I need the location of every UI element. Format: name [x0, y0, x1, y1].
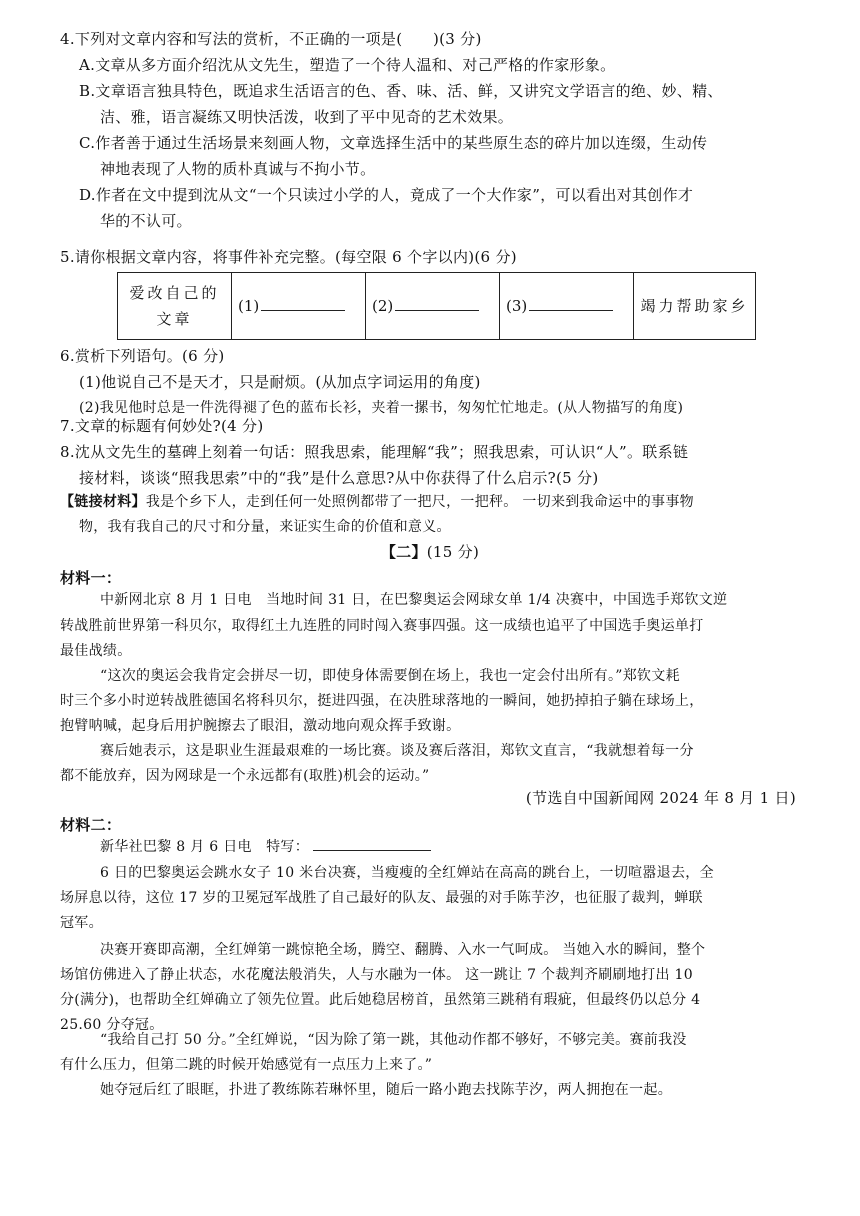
blank-3-line	[529, 294, 613, 311]
q4-option-d-line1: D.作者在文中提到沈从文“一个只读过小学的人，竟成了一个大作家”，可以看出对其创作才	[79, 186, 694, 204]
material-two-p2-line3: 分(满分)，也帮助全红婵确立了领先位置。此后她稳居榜首，虽然第三跳稍有瑕疵，但最终仍以总分 4	[60, 992, 701, 1008]
q4-stem: 4.下列对文章内容和写法的赏析，不正确的一项是( )(3 分)	[60, 30, 482, 48]
link-material-line2: 物，我有我自己的尺寸和分量，来证实生命的价值和意义。	[79, 519, 451, 535]
blank-3-label: (3)	[506, 297, 528, 315]
q4-option-b-line1: B.文章语言独具特色，既追求生活语言的色、香、味、活、鲜，又讲究文学语言的绝、妙、精、	[79, 82, 723, 100]
section-two-score: (15 分)	[426, 543, 480, 561]
event-first-cell: 爱改自己的文章	[118, 273, 232, 340]
material-two-p3-line2: 有什么压力，但第二跳的时候开始感觉有一点压力上来了。”	[60, 1057, 433, 1073]
q6-sentence-1: (1)他说自己不是天才，只是耐烦。(从加点字词运用的角度)	[79, 373, 481, 391]
q4-option-c-line2: 神地表现了人物的质朴真诚与不拘小节。	[100, 160, 376, 178]
material-one-p1-line3: 最佳战绩。	[60, 643, 132, 659]
material-two-p2-line1: 决赛开赛即高潮，全红婵第一跳惊艳全场，腾空、翻腾、入水一气呵成。 当她入水的瞬间，整个	[100, 942, 706, 958]
q8-line2: 接材料，谈谈“照我思索”中的“我”是什么意思?从中你获得了什么启示?(5 分)	[79, 469, 599, 487]
q8-line1: 8.沈从文先生的墓碑上刻着一句话：照我思索，能理解“我”；照我思索，可认识“人”。联系链	[60, 443, 689, 461]
material-one-p3-line1: 赛后她表示，这是职业生涯最艰难的一场比赛。谈及赛后落泪，郑钦文直言，“我就想着每一分	[100, 743, 694, 759]
q5-stem: 5.请你根据文章内容，将事件补充完整。(每空限 6 个字以内)(6 分)	[60, 248, 517, 266]
q6-stem: 6.赏析下列语句。(6 分)	[60, 347, 225, 365]
material-one-heading: 材料一：	[60, 569, 122, 587]
material-two-dateline	[100, 835, 431, 859]
section-two-title	[0, 540, 860, 564]
q4-option-a: A.文章从多方面介绍沈从文先生，塑造了一个待人温和、对己严格的作家形象。	[79, 56, 616, 74]
q4-option-d-line2: 华的不认可。	[100, 212, 192, 230]
blank-2-line	[395, 294, 479, 311]
q6-sentence-2: (2)我见他时总是一件洗得褪了色的蓝布长衫，夹着一摞书，匆匆忙忙地走。(从人物描写的角度)	[79, 400, 684, 416]
event-table	[117, 272, 756, 340]
link-material-label: 【链接材料】	[60, 494, 146, 510]
material-two-p3-line1: “我给自己打 50 分。”全红婵说，“因为除了第一跳，其他动作都不够好，不够完美。赛前我没	[100, 1032, 687, 1048]
material-one-p1-line2: 转战胜前世界第一科贝尔，取得红土九连胜的同时闯入赛事四强。这一成绩也追平了中国选手奥运单打	[60, 618, 704, 634]
link-material-line1	[60, 490, 694, 514]
material-two-dateline-text: 新华社巴黎 8 月 6 日电 特写：	[100, 839, 310, 855]
blank-1-line	[261, 294, 345, 311]
blank-1-label: (1)	[238, 297, 260, 315]
material-one-p2-line1: “这次的奥运会我肯定会拼尽一切，即使身体需要倒在场上，我也一定会付出所有。”郑钦文耗	[100, 668, 680, 684]
material-one-source: (节选自中国新闻网 2024 年 8 月 1 日)	[525, 789, 796, 807]
section-two-bracket: 【二】	[380, 543, 427, 561]
event-last-cell: 竭力帮助家乡	[634, 273, 756, 340]
feature-title-blank[interactable]	[313, 836, 431, 851]
material-two-p1-line3: 冠军。	[60, 915, 103, 931]
material-two-p4-line1: 她夺冠后红了眼眶，扑进了教练陈若琳怀里，随后一路小跑去找陈芋汐，两人拥抱在一起。	[100, 1082, 672, 1098]
material-one-p2-line3: 抱臂呐喊，起身后用护腕擦去了眼泪，激动地向观众挥手致谢。	[60, 718, 461, 734]
event-blank-3[interactable]	[500, 273, 634, 340]
event-blank-2[interactable]	[366, 273, 500, 340]
material-one-p3-line2: 都不能放弃，因为网球是一个永远都有(取胜)机会的运动。”	[60, 768, 430, 784]
material-two-p1-line2: 场屏息以待，这位 17 岁的卫冕冠军战胜了自己最好的队友、最强的对手陈芋汐，也征服了裁判，蝉联	[60, 890, 703, 906]
material-two-p2-line4: 25.60 分夺冠。	[60, 1017, 164, 1033]
material-one-p1-line1: 中新网北京 8 月 1 日电 当地时间 31 日，在巴黎奥运会网球女单 1/4 决赛中，中国选手郑钦文逆	[100, 592, 728, 608]
q7-stem: 7.文章的标题有何妙处?(4 分)	[60, 417, 264, 435]
material-one-p2-line2: 时三个多小时逆转战胜德国名将科贝尔，挺进四强，在决胜球落地的一瞬间，她扔掉拍子躺在球场上，	[60, 693, 704, 709]
q4-option-b-line2: 洁、雅，语言凝练又明快活泼，收到了平中见奇的艺术效果。	[100, 108, 514, 126]
link-material-text1: 我是个乡下人，走到任何一处照例都带了一把尺，一把秤。 一切来到我命运中的事事物	[145, 494, 694, 510]
material-two-p1-line1: 6 日的巴黎奥运会跳水女子 10 米台决赛，当瘦瘦的全红婵站在高高的跳台上，一切喧嚣退去，全	[100, 865, 714, 881]
blank-2-label: (2)	[372, 297, 394, 315]
event-blank-1[interactable]	[232, 273, 366, 340]
q4-option-c-line1: C.作者善于通过生活场景来刻画人物，文章选择生活中的某些原生态的碎片加以连缀，生动传	[79, 134, 708, 152]
material-two-p2-line2: 场馆仿佛进入了静止状态，水花魔法般消失，人与水融为一体。 这一跳让 7 个裁判齐刷刷地打出 10	[60, 967, 693, 983]
material-two-heading: 材料二：	[60, 816, 122, 834]
